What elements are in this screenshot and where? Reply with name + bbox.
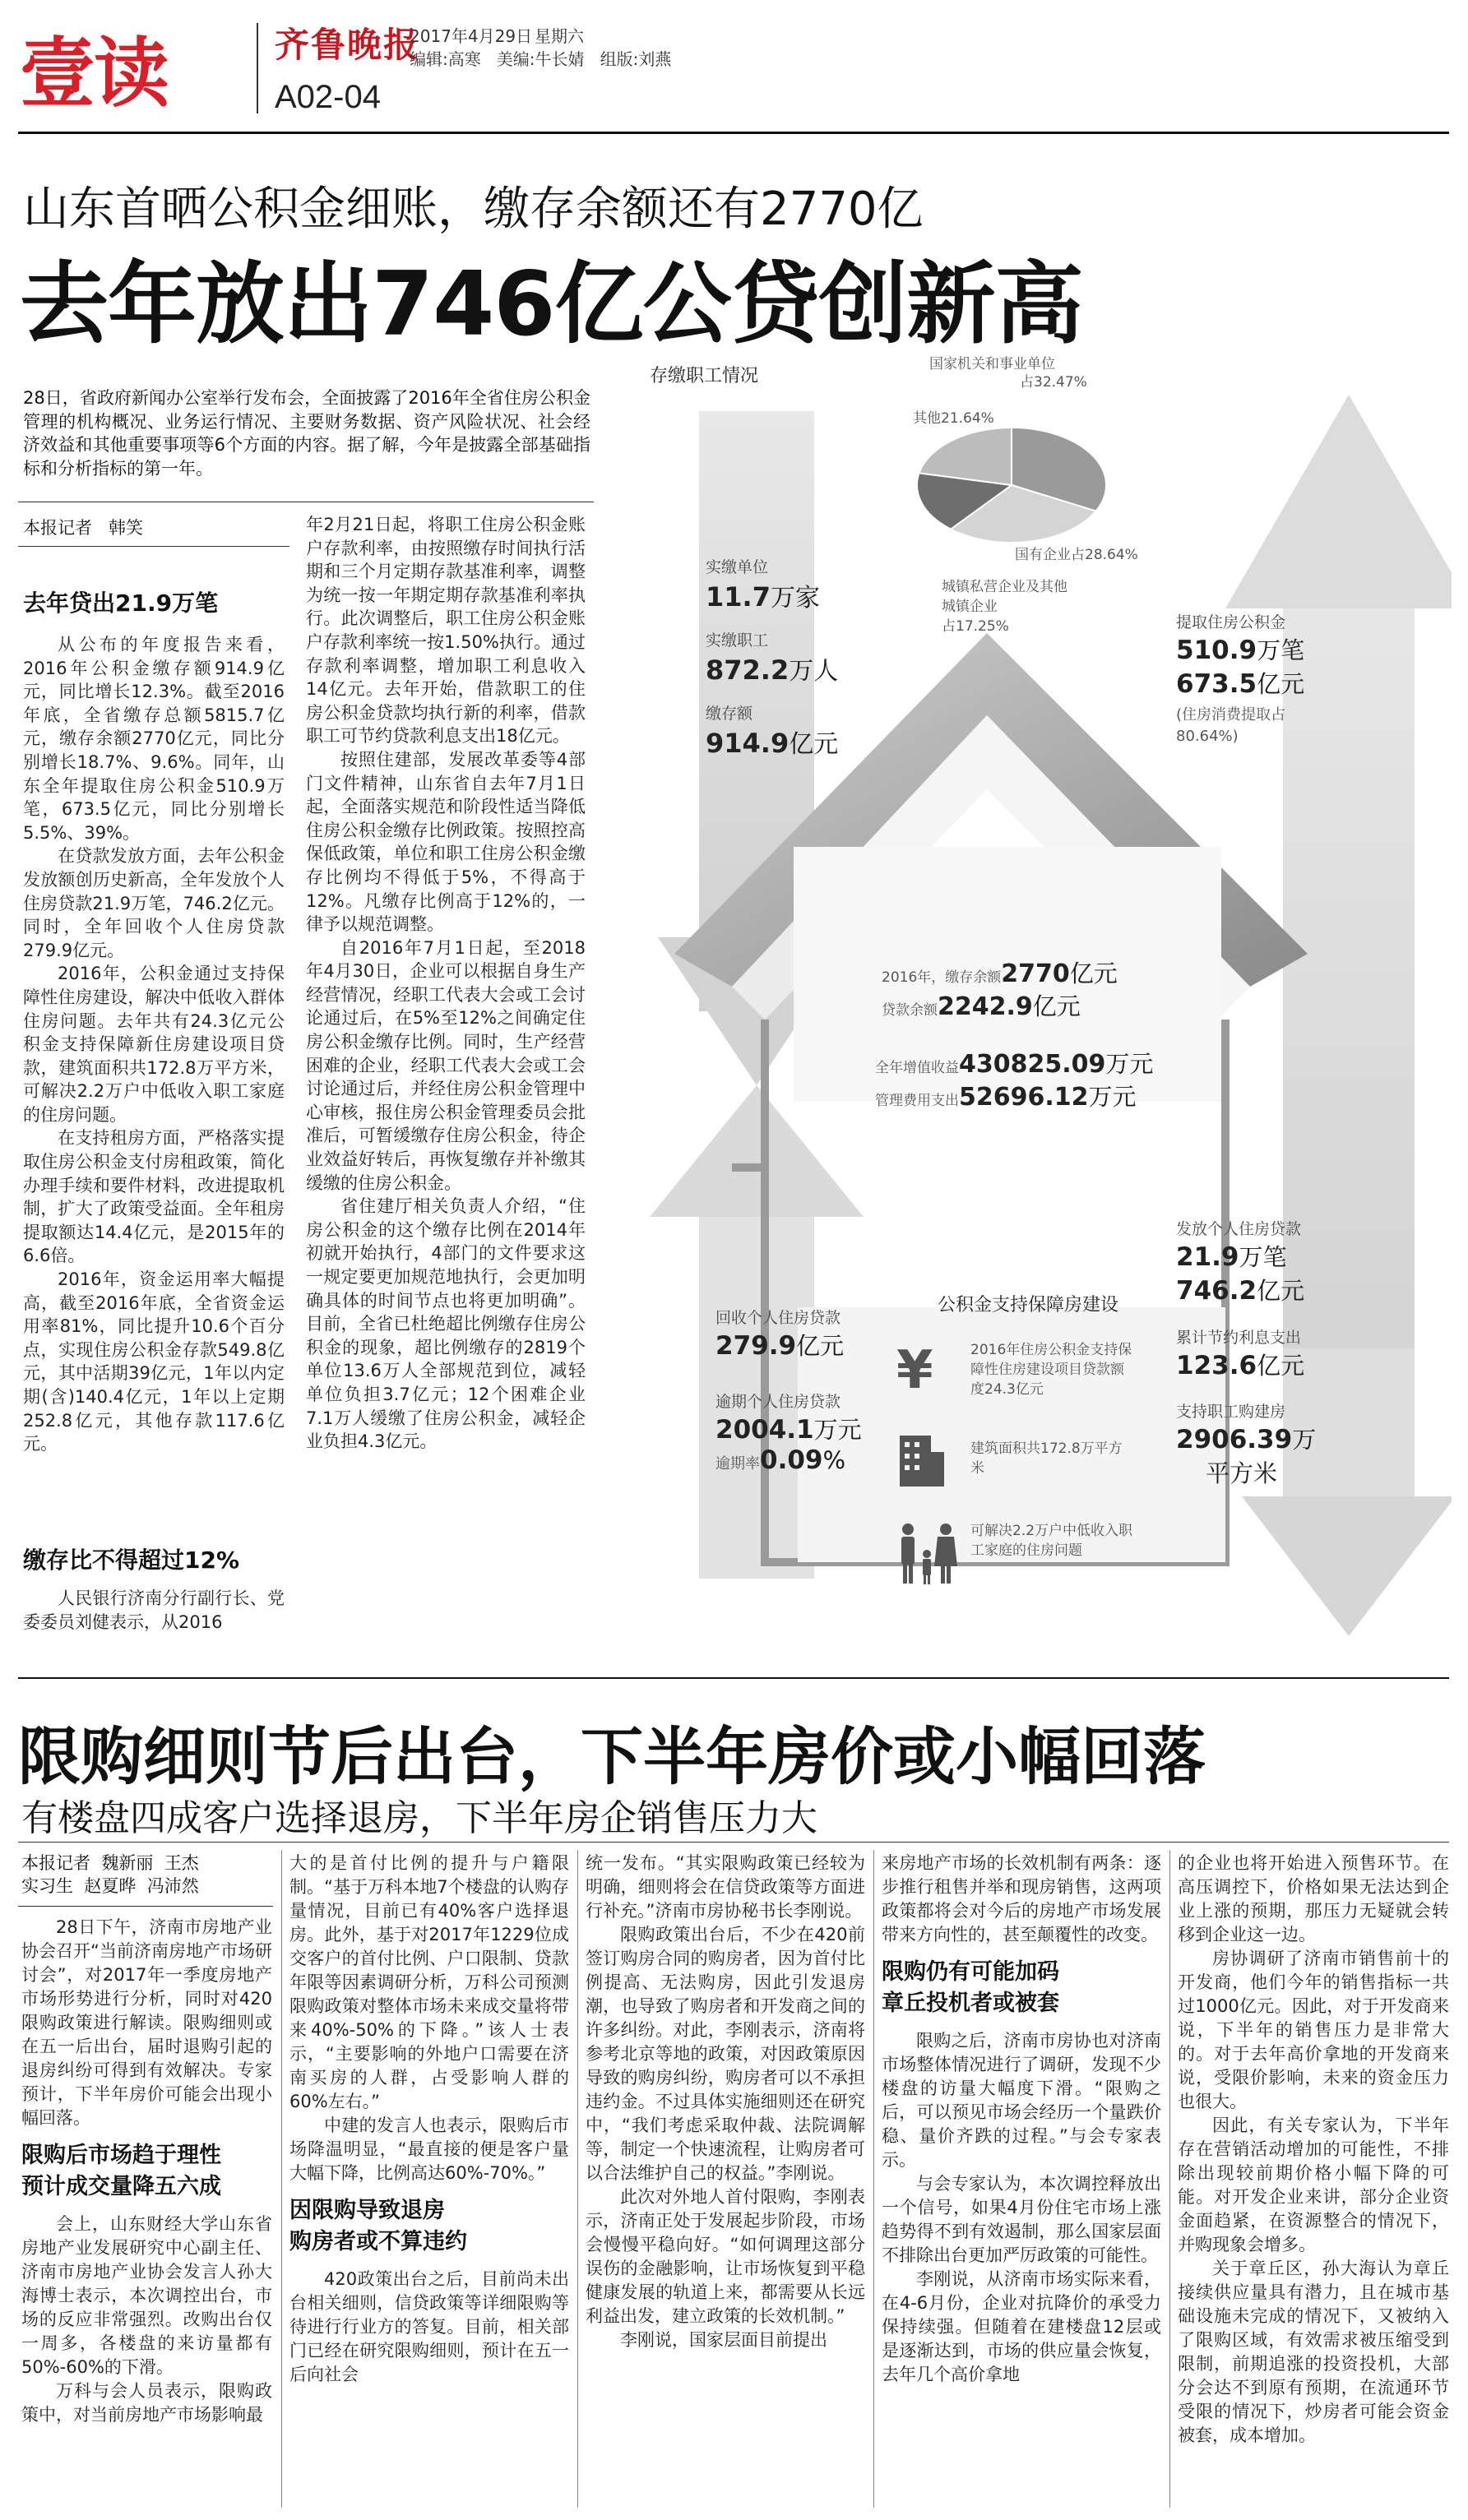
pie-chart bbox=[917, 428, 1106, 543]
paragraph: 28日下午，济南市房地产业协会召开“当前济南房地产市场研讨会”，对2017年一季度房地产市场形势进行分析，同时对420限购政策进行解读。限购细则或在五一后出台，届时退购引起的退房纠纷可得到有效解决。专家预计，下半年房价可能会出现小幅回落。 bbox=[21, 1917, 272, 2128]
story2-col5 bbox=[1178, 1852, 1449, 2448]
paragraph: 中建的发言人也表示，限购后市场降温明显，“最直接的便是客户量大幅下降，比例高达60%-70%。” bbox=[289, 2115, 569, 2183]
story1-col1-subtitle2: 缴存比不得超过12% bbox=[23, 1547, 240, 1574]
story1-col1 bbox=[23, 633, 285, 1456]
paragraph: 省住建厅相关负责人介绍，“住房公积金的这个缴存比例在2014年初就开始执行，4部门的文件要求这一规定要更加规范地执行，会更加明确具体的时间节点也将更加明确”。目前，全省已杜绝超比例缴存住房公积金的现象，超比例缴存的2819个单位13.6万人全部规范到位，减轻单位负担3.7亿元；12个困难企业7.1万人缓缴了住房公积金，减轻企业负担4.3亿元。 bbox=[306, 1196, 586, 1452]
building-icon bbox=[896, 1431, 946, 1488]
section-title: 壹读 bbox=[20, 30, 169, 118]
story2-col4 bbox=[882, 1852, 1161, 2387]
story2-subhead: 有楼盘四成客户选择退房，下半年房企销售压力大 bbox=[21, 1797, 817, 1839]
pie-label-soe: 国有企业占28.64% bbox=[1015, 547, 1138, 563]
paragraph: 李刚说，国家层面目前提出 bbox=[620, 2330, 827, 2350]
paragraph: 因此，有关专家认为，下半年存在营销活动增加的可能性，不排除出现较前期价格小幅下降的可能。对开发企业来讲，部分企业资金面趋紧，在资源整合的情况下，并购现象会增多。 bbox=[1178, 2115, 1449, 2254]
story1-headline: 去年放出746亿公贷创新高 bbox=[20, 253, 1083, 356]
story2-rule bbox=[18, 1842, 1449, 1843]
paragraph: 在支持租房方面，严格落实提取住房公积金支付房租政策，简化办理手续和要件材料，改进提取机制，扩大了政策受益面。全年租房提取额达14.4亿元，是2015年的6.6倍。 bbox=[23, 1128, 285, 1266]
paragraph: 来房地产市场的长效机制有两条：逐步推行租售并举和现房销售，这两项政策都将会对今后的房地产市场发展带来方向性的，甚至颠覆性的改变。 bbox=[882, 1853, 1161, 1944]
recovered-loans: 回收个人住房贷款 279.9亿元 bbox=[715, 1309, 845, 1361]
story1-byline: 本报记者 韩笑 bbox=[23, 518, 144, 538]
story1-subhead: 山东首晒公积金细账，缴存余额还有2770亿 bbox=[23, 183, 924, 236]
header-divider bbox=[257, 23, 258, 113]
paragraph: 限购之后，济南市房协也对济南市场整体情况进行了调研，发现不少楼盘的访量大幅度下滑。“限购之后，可以预见市场会经历一个量跌价稳、量价齐跌的过程。”与会专家表示。 bbox=[882, 2031, 1161, 2170]
box-item-family: 可解决2.2万户中低收入职工家庭的住房问题 bbox=[896, 1521, 1143, 1603]
page-number: A02-04 bbox=[275, 79, 381, 115]
story2-byline: 本报记者 魏新丽 王杰 实习生 赵夏晔 冯沛然 bbox=[21, 1853, 199, 1896]
paragraph: 统一发布。“其实限购政策已经较为明确，细则将会在信贷政策等方面进行补充。”济南市房协秘书长李刚说。 bbox=[586, 1853, 865, 1921]
paragraph: 关于章丘区，孙大海认为章丘接续供应量具有潜力，且在城市基础设施未完成的情况下，又被纳入了限购区域，有效需求被压缩受到限制，前期追涨的投资投机，大部分会达不到原有预期，在流通环节受限的情况下，炒房者可能会资金被套，成本增加。 bbox=[1178, 2259, 1449, 2445]
overdue-loans: 逾期个人住房贷款 2004.1万元 逾期率0.09% bbox=[715, 1393, 862, 1475]
yen-icon: ¥ bbox=[896, 1340, 933, 1401]
paragraph: 会上，山东财经大学山东省房地产业发展研究中心副主任、济南市房地产业协会发言人孙大海博士表示，本次调控出台，市场的反应非常强烈。改购出台仅一周多，各楼盘的来访量都有50%-60%的下滑。 bbox=[21, 2214, 272, 2377]
paragraph: 人民银行济南分行副行长、党委委员刘健表示，从2016 bbox=[23, 1588, 285, 1632]
issue-date: 2017年4月29日 bbox=[410, 26, 533, 46]
paragraph: 从公布的年度报告来看，2016年公积金缴存额914.9亿元，同比增长12.3%。截至2016年底，全省缴存总额5815.7亿元，缴存余额2770亿元，同比分别增长18.7%、9.6%。同年，山东全年提取住房公积金510.9万笔，673.5亿元，同比分别增长5.5%、39%。 bbox=[23, 635, 285, 843]
story2-col4-subtitle: 限购仍有可能加码 章丘投机者或被套 bbox=[882, 1959, 1059, 2016]
story1-lead: 28日，省政府新闻办公室举行发布会，全面披露了2016年全省住房公积金管理的机构概况、业务运行情况、主要财务数据、资产风险状况、社会经济效益和其他重要事项等6个方面的内容。据了解，今年是披露全部基础指标和分析指标的第一年。 bbox=[23, 388, 590, 479]
editors-credit: 编辑:高寒 美编:牛长婧 组版:刘燕 bbox=[410, 49, 672, 69]
header-rule bbox=[18, 132, 1449, 134]
byline-rule bbox=[18, 546, 289, 547]
loans-issued: 发放个人住房贷款 21.9万笔 746.2亿元 bbox=[1176, 1220, 1305, 1306]
story2-byline-rule bbox=[18, 1906, 273, 1907]
story2-col2-subtitle: 因限购导致退房 购房者或不算违约 bbox=[289, 2198, 467, 2254]
paragraph: 在贷款发放方面，去年公积金发放额创历史新高，全年发放个人住房贷款21.9万笔，746.2亿元。同时，全年回收个人住房贷款279.9亿元。 bbox=[23, 846, 285, 960]
support-build: 支持职工购建房 2906.39万 平方米 bbox=[1176, 1403, 1317, 1487]
story-divider bbox=[18, 1677, 1449, 1679]
col-divider bbox=[281, 1850, 282, 2508]
paragraph: 自2016年7月1日起，至2018年4月30日，企业可以根据自身生产经营情况，经职工代表大会或工会讨论通过后，在5%至12%之间确定住房公积金缴存比例。同时，生产经营困难的企业，经职工代表大会或工会讨论通过后，并经住房公积金管理中心审核，报住房公积金管理委员会批准后，可暂缓缴存住房公积金，待企业效益好转后，再恢复缴存并补缴其缓缴的住房公积金。 bbox=[306, 937, 586, 1193]
paragraph: 按照住建部，发展改革委等4部门文件精神，山东省自去年7月1日起，全面落实规范和阶段性适当降低住房公积金缴存比例政策。按照控高保低政策，单位和职工住房公积金缴存比例均不得低于5%，不得高于12%。凡缴存比例高于12%的，一律予以规范调整。 bbox=[306, 749, 586, 935]
pie-label-gov: 国家机关和事业单位 占32.47% bbox=[929, 356, 1087, 391]
pie-label-private: 城镇私营企业及其他城镇企业 占17.25% bbox=[942, 579, 1067, 635]
paragraph: 2016年，公积金通过支持保障性住房建设，解决中低收入群体住房问题。去年共有24.3亿元公积金支持保障新住房建设项目贷款，建筑面积共172.8万平方米，可解决2.2万户中低收入职工家庭的住房问题。 bbox=[23, 964, 285, 1125]
col-divider bbox=[873, 1850, 874, 2508]
paragraph: 房协调研了济南市销售前十的开发商，他们今年的销售指标一共过1000亿元。因此，对于开发商来说，下半年的销售压力是非常大的。对于去年高价拿地的开发商来说，受限价影响，未来的资金压力也很大。 bbox=[1178, 1949, 1449, 2111]
paragraph: 与会专家认为，本次调控释放出一个信号，如果4月份住宅市场上涨趋势得不到有效遏制，那么国家层面不排除出台更加严厉政策的可能性。 bbox=[882, 2174, 1161, 2265]
left-stats: 实缴单位 11.7万家 实缴职工 872.2万人 缴存额 914.9亿元 bbox=[706, 558, 839, 759]
story2-col2 bbox=[289, 1852, 569, 2387]
family-icon bbox=[896, 1521, 962, 1587]
story1-col1-tail bbox=[23, 1587, 285, 1634]
paragraph: 限购政策出台后，不少在420前签订购房合同的购房者，因为首付比例提高、无法购房，因此引发退房潮，也导致了购房者和开发商之间的许多纠纷。对此，李刚表示，济南将参考北京等地的政策，对因政策原因导致的购房纠纷，购房者可以不承担违约金。不过具体实施细则还在研究中，“我们考虑采取仲裁、法院调解等，制定一个快速流程，让购房者可以合法维护自己的权益。”李刚说。 bbox=[586, 1925, 865, 2183]
members-title: 存缴职工情况 bbox=[650, 366, 759, 386]
paragraph: 420政策出台之后，目前尚未出台相关细则，信贷政策等详细限购等待进行行业方的答复。目前，相关部门已经在研究限购细则，预计在五一后向社会 bbox=[289, 2269, 569, 2384]
interest-saved: 累计节约利息支出 123.6亿元 bbox=[1176, 1329, 1305, 1380]
paragraph: 大的是首付比例的提升与户籍限制。“基于万科本地7个楼盘的认购存量情况，目前已有40%客户选择退房。此外，基于对2017年1229位成交客户的首付比例、户口限制、贷款年限等因素调研分析，万科公司预测限购政策对整体市场未来成交量将带来40%-50%的下降。”该人士表示，“主要影响的外地户口需要在济南买房的人群，占受影响人群的60%左右。” bbox=[289, 1853, 569, 2111]
story2-col1-subtitle: 限购后市场趋于理性 预计成交量降五六成 bbox=[21, 2143, 221, 2199]
paragraph: 此次对外地人首付限购，李刚表示，济南正处于发展起步阶段，市场会慢慢平稳向好。“如何调理这部分误伤的金融影响，让市场恢复到平稳健康发展的轨道上来，都需要从长远利益出发，建立政策的长效机制。” bbox=[586, 2187, 865, 2326]
paragraph: 2016年，资金运用率大幅提高，截至2016年底，全省资金运用率81%，同比提升10.6个百分点，实现住房公积金存款549.8亿元，其中活期39亿元，1年以内定期(含)140.4亿元，1年以上定期252.8亿元，其他存款117.6亿元。 bbox=[23, 1269, 285, 1454]
paragraph: 年2月21日起，将职工住房公积金账户存款利率，由按照缴存时间执行活期和三个月定期存款基准利率，调整为统一按一年期定期存款基准利率执行。此次调整后，职工住房公积金账户存款利率统一按1.50%执行。通过存款利率调整，增加职工利息收入14亿元。去年开始，借款职工的住房公积金贷款均执行新的利率，借款职工可节约贷款利息支出18亿元。 bbox=[306, 515, 586, 747]
issue-weekday: 星期六 bbox=[535, 26, 584, 46]
paragraph: 的企业也将开始进入预售环节。在高压调控下，价格如果无法达到企业上涨的预期，那压力无疑就会转移到企业这一边。 bbox=[1178, 1853, 1449, 1944]
box-item-building: 建筑面积共172.8万平方米 bbox=[896, 1431, 1143, 1513]
story2-col3 bbox=[586, 1852, 865, 2352]
story2-headline: 限购细则节后出台，下半年房价或小幅回落 bbox=[18, 1720, 1206, 1793]
story1-col1-subtitle1: 去年贷出21.9万笔 bbox=[23, 590, 219, 617]
story2-col1 bbox=[21, 1916, 272, 2427]
story1-col2 bbox=[306, 513, 586, 1454]
pie-label-other: 其他21.64% bbox=[913, 410, 994, 427]
box-item-yen: ¥ 2016年住房公积金支持保障性住房建设项目贷款额度24.3亿元 bbox=[896, 1340, 1132, 1401]
withdraw-stats: 提取住房公积金 510.9万笔 673.5亿元 (住房消费提取占80.64%) bbox=[1176, 613, 1305, 745]
col-divider bbox=[1169, 1850, 1170, 2508]
paragraph: 李刚说，从济南市场实际来看，在4-6月份，企业对抗降价的承受力保持续强。但随着在建楼盘12层或是逐渐达到，市场的供应量会恢复，去年几个高价拿地 bbox=[882, 2269, 1161, 2384]
infographic bbox=[650, 356, 1452, 1653]
housing-support-box: 公积金支持保障房建设 bbox=[937, 1295, 1118, 1315]
newspaper-logo: 齐鲁晚报 bbox=[275, 25, 420, 65]
col-divider bbox=[577, 1850, 578, 2508]
paragraph: 万科与会人员表示，限购政策中，对当前房地产市场影响最 bbox=[21, 2381, 272, 2425]
center-stats: 2016年，缴存余额2770亿元 贷款余额2242.9亿元 全年增值收益430825.09万元 管理费用支出52696.12万元 bbox=[875, 959, 1154, 1112]
